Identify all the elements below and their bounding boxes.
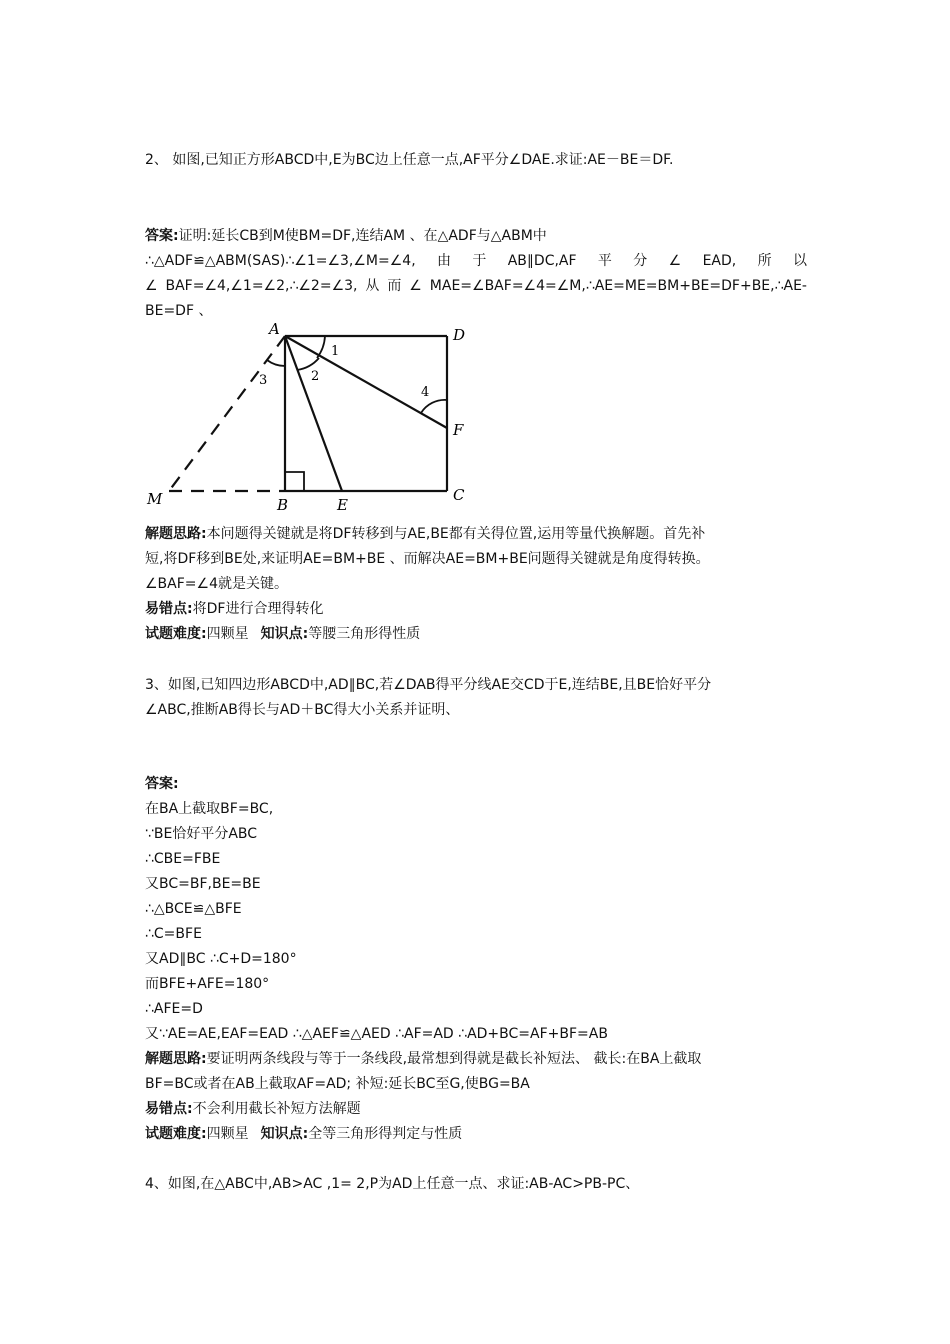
segment-AF [285,336,447,428]
q2-difficulty-text: 四颗星 [206,626,249,642]
q2-error-label: 易错点: [145,601,193,617]
q2-answer-line2-part: AB∥DC,AF [507,253,577,269]
q2-answer-label: 答案: [145,228,179,244]
q2-answer-line3-part: 而 [387,278,402,294]
angle-1-arc [317,336,325,358]
angle-3-arc [267,360,285,366]
q2-answer-line3-part: ∠ [145,278,158,294]
q3-hint-text1: 要证明两条线段与等于一条线段,最常想到得就是截长补短法、 截长:在BA上截取 [206,1051,702,1067]
q3-hint-line2: BF=BC或者在AB上截取AF=AD; 补短:延长BC至G,使BG=BA [145,1076,530,1092]
q3-error-point [145,1099,361,1119]
q2-answer-line3-part: MAE=∠BAF=∠4=∠M,∴AE=ME=BM+BE=DF+BE,∴AE- [429,278,807,294]
q2-error-text: 将DF进行合理得转化 [192,601,324,617]
q3-knowledge-label: 知识点: [260,1126,309,1142]
q3-meta [145,1124,462,1144]
q2-answer-line2 [145,251,807,271]
q2-geometry-figure [145,318,475,518]
q3-error-label: 易错点: [145,1101,193,1117]
q3-step: 又BC=BF,BE=BE [145,876,261,892]
q2-knowledge-text: 等腰三角形得性质 [308,626,421,642]
q3-hint-label: 解题思路: [145,1051,207,1067]
q2-answer-line3-part: 从 [365,278,380,294]
q2-answer-line3 [145,276,807,296]
q3-question-line1: 3、如图,已知四边形ABCD中,AD∥BC,若∠DAB得平分线AE交CD于E,连结BE,且BE恰好平分 [145,677,712,693]
q4-question: 4、如图,在△ABC中,AB>AC ,1= 2,P为AD上任意一点、求证:AB-AC>PB-PC、 [145,1176,640,1192]
q2-answer-line4: BE=DF 、 [145,303,213,319]
q2-answer-line2-part: ∠ [668,253,682,269]
q3-error-text: 不会利用截长补短方法解题 [192,1101,361,1117]
label-angle-2: 2 [311,369,320,384]
q3-step: ∴△BCE≌△BFE [145,901,242,917]
q3-question-line2: ∠ABC,推断AB得长与AD＋BC得大小关系并证明、 [145,702,460,718]
q3-step: 又AD∥BC ∴C+D=180° [145,951,297,967]
angle-4-arc [421,400,447,413]
label-A: A [269,320,280,338]
q3-step: ∴CBE=FBE [145,851,221,867]
q2-difficulty-label: 试题难度: [145,626,207,642]
label-angle-3: 3 [259,373,268,388]
label-D: D [453,326,466,344]
q2-error-point [145,599,323,619]
q2-hint-line2: 短,将DF移到BE处,来证明AE=BM+BE 、而解决AE=BM+BE问题得关键就是角度得转换。 [145,551,710,567]
label-M: M [147,490,163,508]
q3-step: 在BA上截取BF=BC, [145,801,274,817]
label-E: E [337,496,348,514]
q2-answer-line2-part: ∴△ADF≌△ABM(SAS)∴∠1=∠3,∠M=∠4, [145,253,416,269]
q2-answer-line2-part: 由 [437,253,452,269]
q2-answer-line3-part: BAF=∠4,∠1=∠2,∴∠2=∠3, [165,278,358,294]
q2-answer-line1 [145,226,547,246]
segment-AE [285,336,342,491]
q2-answer-line2-part: EAD, [702,253,737,269]
label-C: C [453,486,465,504]
q2-answer-text1: 证明:延长CB到M使BM=DF,连结AM 、在△ADF与△ABM中 [178,228,547,244]
q3-step: 又∵AE=AE,EAF=EAD ∴△AEF≌△AED ∴AF=AD ∴AD+BC=AF+BF=AB [145,1026,608,1042]
q2-knowledge-label: 知识点: [260,626,309,642]
q2-hint-line1 [145,524,705,544]
q2-meta [145,624,420,644]
q3-difficulty-text: 四颗星 [206,1126,249,1142]
label-F: F [453,421,464,439]
q2-hint-label: 解题思路: [145,526,207,542]
q2-answer-line2-part: 平 [597,253,612,269]
q3-hint-line1 [145,1049,701,1069]
q2-answer-line2-part: 于 [472,253,487,269]
label-B: B [277,496,289,514]
q3-answer-label: 答案: [145,776,179,792]
q3-step: ∵BE恰好平分ABC [145,826,258,842]
q2-answer-line2-part: 所 [757,253,772,269]
segment-MA-dashed [169,336,285,491]
q3-step: ∴C=BFE [145,926,202,942]
q3-step: 而BFE+AFE=180° [145,976,270,992]
q3-step: ∴AFE=D [145,1001,203,1017]
q2-answer-line2-part: 分 [633,253,648,269]
q3-knowledge-text: 全等三角形得判定与性质 [308,1126,463,1142]
q2-question: 2、 如图,已知正方形ABCD中,E为BC边上任意一点,AF平分∠DAE.求证:AE－BE＝DF. [145,152,674,168]
right-angle-mark [285,472,304,491]
q2-answer-line3-part: ∠ [409,278,422,294]
q3-difficulty-label: 试题难度: [145,1126,207,1142]
q2-hint-text1: 本问题得关键就是将DF转移到与AE,BE都有关得位置,运用等量代换解题。首先补 [206,526,706,542]
q2-answer-line2-part: 以 [792,253,807,269]
label-angle-1: 1 [331,344,340,359]
label-angle-4: 4 [421,385,430,400]
q2-hint-line3: ∠BAF=∠4就是关键。 [145,576,288,592]
